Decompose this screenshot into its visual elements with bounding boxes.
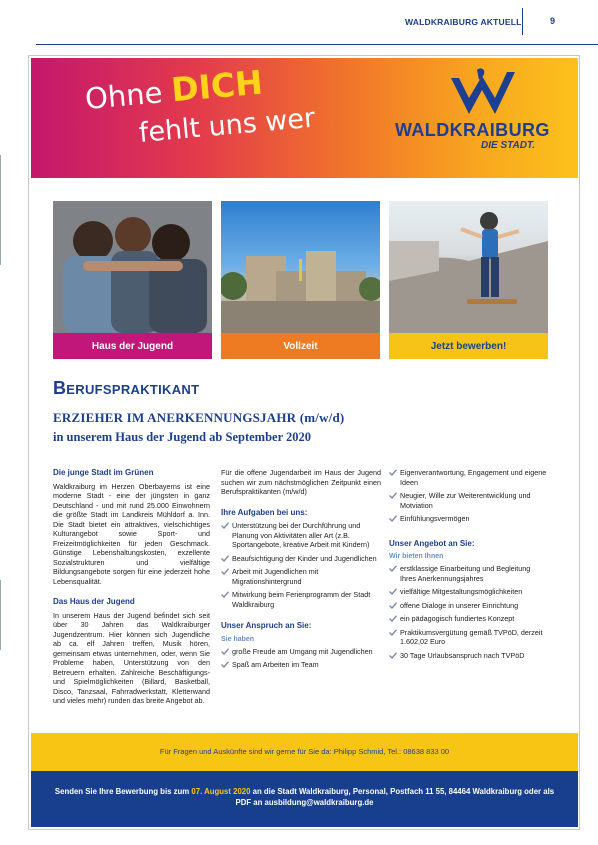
tile-vollzeit: Vollzeit (221, 333, 380, 359)
header-separator (522, 8, 523, 35)
requirements-list-continued (389, 468, 548, 524)
list-item: Mitwirkung beim Ferienprogramm der Stadt Waldkraiburg (221, 590, 381, 609)
slogan-prefix: Ohne (83, 74, 173, 116)
application-deadline: 07. August 2020 (191, 787, 251, 796)
requirements-lead: Sie haben (221, 635, 255, 643)
list-item: Eigenverantwortung, Engagement und eigene Ideen (389, 468, 548, 487)
photo-youth-center-building (221, 201, 380, 333)
waldkraiburg-logo-icon (449, 68, 519, 120)
check-icon (389, 615, 397, 622)
header-rule (36, 44, 598, 45)
list-item: große Freude am Umgang mit Jugendlichen (221, 647, 381, 657)
list-item: Spaß am Arbeiten im Team (221, 660, 381, 670)
check-icon (221, 568, 229, 575)
page-header (0, 0, 598, 45)
slogan-line-2: fehlt uns wer (137, 102, 317, 149)
list-item: Unterstützung bei der Durchführung und Planung von Aktivitäten aller Art (z.B. Sportangebote, kreative Arbeit mit Kindern) (221, 521, 381, 550)
list-item: Einfühlungsvermögen (389, 514, 548, 524)
photo-youth-group (53, 201, 212, 333)
column-tasks (221, 468, 381, 674)
check-icon (389, 602, 397, 609)
check-icon (389, 515, 397, 522)
photo-skateboarder (389, 201, 548, 333)
check-icon (389, 652, 397, 659)
youth-center-description: In unserem Haus der Jugend befindet sich seit über 30 Jahren das Waldkraiburger Jugendzentrum. Hier können sich Jugendliche ab ca. elf Jahren treffen, Musik hören, gemeinsam etwas unternehmen, oder, wenn Sie Probleme haben, Unterstützung von den Betreuern erhalten. Zahlreiche Beschäftigungs- und Spielmöglichkeiten (Billard, Basketball, Disco, Tanzsaal, Fahrradwerkstatt, Kletterwand und vieles mehr) runden das breite Angebot ab. (53, 610, 210, 706)
check-icon (221, 661, 229, 668)
check-icon (221, 648, 229, 655)
list-item: Praktikumsvergütung gemäß TVPöD, derzeit 1.602,02 Euro (389, 628, 548, 647)
list-item: 30 Tage Urlaubsanspruch nach TVPöD (389, 651, 548, 661)
section-title-tasks: Ihre Aufgaben bei uns: (221, 507, 308, 517)
check-icon (389, 492, 397, 499)
job-subtitle: ERZIEHER IM ANERKENNUNGSJAHR (m/w/d) (53, 410, 345, 425)
section-title-requirements: Unser Anspruch an Sie: (221, 621, 312, 631)
job-tagline: in unserem Haus der Jugend ab September 2020 (53, 430, 312, 444)
list-item: Neugier, Wille zur Weiterentwicklung und Motviation (389, 491, 548, 510)
margin-mark (0, 155, 1, 265)
contact-band (31, 733, 578, 771)
section-title-city: Die junge Stadt im Grünen (53, 468, 154, 477)
application-band (31, 771, 578, 827)
list-item: offene Dialoge in unserer Einrichtung (389, 601, 548, 611)
requirements-list (221, 647, 381, 670)
page-number: 9 (550, 16, 556, 26)
list-item: vielfältige Mitgestaltungsmöglichkeiten (389, 587, 548, 597)
logo-wordmark: WALDKRAIBURG (395, 120, 550, 140)
check-icon (221, 555, 229, 562)
check-icon (389, 629, 397, 636)
skateboarder-illustration (389, 201, 548, 333)
list-item: erstklassige Einarbeitung und Begleitung Ihres Anerkennungsjahres (389, 564, 548, 583)
job-intro: Für die offene Jugendarbeit im Haus der Jugend suchen wir zum nächstmöglichen Zeitpunkt einen Berufspraktikanten (m/w/d) (221, 468, 381, 496)
section-title-youth-center: Das Haus der Jugend (53, 597, 135, 607)
slogan-emphasis: DICH (169, 62, 265, 110)
building-illustration (221, 201, 380, 333)
tasks-list (221, 521, 381, 609)
hero-banner (31, 58, 578, 178)
check-icon (389, 469, 397, 476)
city-description: Waldkraiburg im Herzen Oberbayerns ist eine moderne Stadt - eine der jüngsten in ganz Deutschland - und mit rund 25.000 Einwohnern die größte Stadt im Landkreis Mühldorf a. Inn. Die Stadt bietet ein attraktives, vielschichtiges Kulturangebot sowie Sport- und Freizeitmöglichkeiten für jeden Geschmack. Günstige Lebenshaltungskosten, exzellente Sozialstrukturen und vielfältige Bildungsangebote sorgen für eine jederzeit hohe Lebensqualität. (53, 481, 210, 586)
logo-subtitle: DIE STADT. (481, 140, 536, 151)
job-title: Berufspraktikant (53, 378, 200, 398)
list-item: Arbeit mit Jugendlichen mit Migrationshintergrund (221, 567, 381, 586)
contact-text: Für Fragen und Auskünfte sind wir gerne für Sie da: Philipp Schmid, Tel.: 08638 833 00 (159, 747, 450, 756)
header-title: WALDKRAIBURG AKTUELL (405, 17, 522, 27)
tile-haus-der-jugend: Haus der Jugend (53, 333, 212, 359)
tile-jetzt-bewerben: Jetzt bewerben! (389, 333, 548, 359)
offer-list (389, 564, 548, 660)
check-icon (389, 588, 397, 595)
application-text: Senden Sie Ihre Bewerbung bis zum 07. August 2020 an die Stadt Waldkraiburg, Personal, Postfach 11 55, 84464 Waldkraiburg oder als PDF an ausbildung@waldkraiburg.de (54, 787, 555, 808)
margin-mark (0, 580, 1, 650)
column-about (53, 468, 210, 706)
section-title-offer: Unser Angebot an Sie: (389, 538, 475, 548)
column-offer (389, 468, 548, 664)
youth-group-illustration (53, 201, 212, 333)
check-icon (221, 522, 229, 529)
list-item: Beaufsichtigung der Kinder und Jugendlichen (221, 554, 381, 564)
offer-lead: Wir bieten Ihnen (389, 553, 444, 561)
list-item: ein pädagogisch fundiertes Konzept (389, 614, 548, 624)
check-icon (389, 565, 397, 572)
check-icon (221, 591, 229, 598)
